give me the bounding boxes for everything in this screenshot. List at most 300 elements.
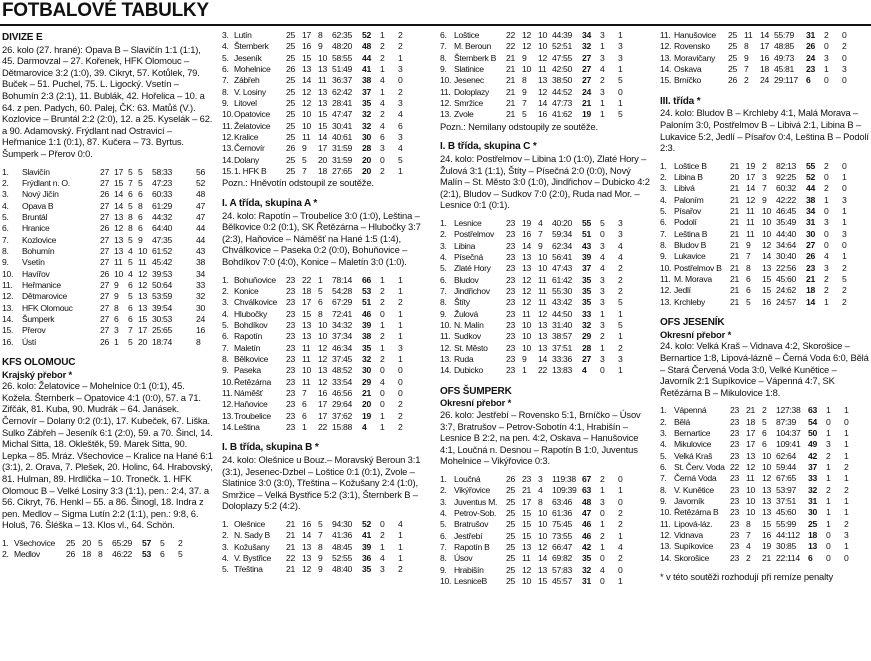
table-cell: 5 [138,177,143,188]
table-cell: 37:51 [776,496,797,507]
table-cell: 1 [600,519,605,530]
table-cell: 9 [762,194,767,205]
table-cell: 2 [762,160,767,171]
table-cell: 7 [128,325,133,336]
table-cell: 15. [2,325,14,336]
table-cell: 15 [318,109,327,120]
table-cell: 25 [506,507,515,518]
team-name-cell: Bruntál [22,211,48,222]
table-cell: 0 [826,530,831,541]
table-cell: 14 [302,530,311,541]
table-cell: 22:56 [776,262,797,273]
table-cell: 17 [114,166,123,177]
table-cell: 13. [660,541,672,552]
table-cell: 38 [196,257,205,268]
table-row [2,280,210,291]
team-name-cell: Zvole [454,109,474,120]
table-cell: 23 [286,342,295,353]
table-cell: 22 [506,30,515,40]
table-row [660,75,856,86]
table-cell: 5 [842,274,847,285]
table-cell: 75:45 [552,519,573,530]
table-cell: 15 [302,52,311,63]
table-cell: 8 [128,211,133,222]
table-cell: 1. [440,217,447,228]
table-cell: 4 [538,485,543,496]
table-cell: 10 [538,30,547,40]
table-row [440,75,632,86]
team-name-cell: Oskava [674,64,702,75]
table-row [222,519,412,530]
table-cell: 67:65 [776,473,797,484]
table-cell: 4 [618,251,623,262]
table-cell: 11 [138,257,147,268]
table-cell: 10. [2,268,14,279]
table-cell: 44 [196,234,205,245]
table-cell: 21 [506,75,515,86]
table-row [222,297,412,308]
table-cell: 46 [582,519,591,530]
team-name-cell: Přerov [22,325,46,336]
table-cell: 4. [222,553,229,564]
table-cell: 2 [398,86,403,97]
table-cell: 48:52 [332,365,353,376]
table-cell: 13 [138,302,147,313]
ofs-sumperk-heading: OFS ŠUMPERK [440,385,512,397]
table-cell: 1 [380,320,385,330]
table-cell: 23 [506,229,515,240]
table-cell: 13 [538,331,547,342]
table-cell: 2 [380,530,385,541]
ofs-sumperk-table-part-1 [440,474,632,587]
team-name-cell: Bludov [454,274,479,285]
team-name-cell: Haňovice [234,399,268,410]
table-row [440,87,632,98]
table-cell: 4 [380,75,385,86]
table-cell: 12 [318,354,327,365]
table-cell: 18:74 [152,336,173,347]
table-cell: 21 [286,564,295,575]
table-cell: 18 [746,416,755,427]
table-cell: 16 [302,519,311,529]
table-cell: 23 [730,541,739,552]
table-cell: 1 [618,98,623,109]
table-cell: 1 [844,507,849,518]
team-name-cell: Vsetín [22,257,45,268]
table-cell: 28:41 [332,98,353,109]
table-cell: 8. [2,245,9,256]
team-name-cell: Leština B [674,228,708,239]
table-row [440,553,632,564]
table-cell: 25 [506,564,515,575]
table-row [2,549,192,560]
table-row [222,553,412,564]
table-cell: 26 [806,251,815,262]
table-cell: 21 [762,552,771,563]
table-cell: 9 [746,240,751,251]
table-cell: 42 [582,541,591,552]
table-cell: 47 [196,211,205,222]
table-row [222,143,412,154]
table-cell: 15 [762,518,771,529]
table-cell: 2 [380,297,385,308]
table-cell: 10 [538,263,547,274]
team-name-cell: Vápenná [674,405,707,416]
table-cell: 46:34 [332,342,353,353]
table-row [440,109,632,120]
table-row [440,485,632,496]
table-cell: 31 [806,217,815,228]
table-cell: 23 [806,262,815,273]
table-cell: 11 [302,354,311,365]
team-name-cell: Paseka [234,365,261,376]
table-cell: 1 [398,308,403,319]
team-name-cell: Bohuňovice [234,274,276,285]
table-cell: 1 [618,30,623,40]
table-cell: 11 [538,297,547,308]
table-cell: 35 [362,342,371,353]
table-cell: 4 [618,541,623,552]
table-cell: 52:55 [332,553,353,564]
table-cell: 15 [762,285,771,296]
table-cell: 30:53 [152,314,173,324]
table-cell: 1 [600,485,605,496]
table-cell: 3 [844,530,849,541]
table-cell: 1 [618,308,623,319]
table-cell: 87:39 [776,416,797,427]
table-cell: 3 [600,240,605,251]
table-cell: 10 [538,507,547,518]
table-cell: 24 [582,86,591,97]
table-cell: 1 [600,41,605,52]
group-b-report: 24. kolo: Olešnice u Bouz.– Moravský Beroun 3:1 (3:1), Jesenec-Dzbel – Loštice 0:1 (0:1), Zvole – Slatinice 3:0 (3:0), Třeština – Kožušany 2:4 (1:0), Smržice – Velká Bystřice 5:2 (3:1), Šternberk B – Doloplazy 5:2 (4:2). [222,454,421,512]
table-cell: 23 [286,388,295,399]
table-cell: 35 [582,297,591,308]
table-cell: 8. [440,553,447,564]
table-cell: 5 [746,296,751,307]
table-cell: 14 [318,132,327,143]
table-cell: 40:20 [552,217,573,228]
table-cell: 12 [762,473,771,484]
table-cell: 13 [538,564,547,575]
team-name-cell: Jedlí [674,285,691,296]
table-cell: 3 [600,274,605,285]
table-row [660,485,858,496]
table-row [440,519,632,530]
team-name-cell: LesniceB [454,575,487,586]
table-cell: 13. [660,52,672,63]
table-cell: 4. [222,308,229,319]
table-row [660,240,856,251]
table-cell: 1 [618,331,623,342]
table-cell: 53 [362,285,371,296]
table-cell: 14 [762,251,771,262]
table-cell: 13 [302,320,311,330]
table-cell: 11 [538,64,547,75]
table-cell: 44:52 [552,86,573,97]
table-cell: 7 [744,64,749,75]
table-cell: 30 [362,365,371,376]
table-cell: 6. [660,462,667,473]
table-cell: 0 [842,75,847,86]
table-cell: 4. [660,439,667,450]
table-cell: 56:41 [552,251,573,262]
table-cell: 0 [618,473,623,484]
table-cell: 25:65 [152,325,173,336]
table-cell: 11 [302,132,311,143]
table-cell: 13 [302,64,311,75]
team-name-cell: Šumperk [22,314,55,324]
table-cell: 11 [746,206,755,217]
table-cell: 5. [440,519,447,530]
table-cell: 44:50 [552,308,573,319]
table-cell: 6 [380,132,385,143]
table-cell: 37:45 [332,354,353,365]
table-cell: 42:22 [776,194,797,205]
table-cell: 5. [660,450,667,461]
table-cell: 7. [660,473,667,484]
table-cell: 35 [582,285,591,296]
table-cell: 3 [114,325,119,336]
table-cell: 3 [842,194,847,205]
table-cell: 1. [660,160,667,171]
table-cell: 2 [398,30,403,40]
table-cell: 27 [582,75,591,86]
team-name-cell: Všechovice [14,537,55,548]
table-cell: 10 [318,320,327,330]
table-cell: 48:45 [332,541,353,552]
table-cell: 14 [522,240,531,251]
table-cell: 35 [362,564,371,575]
table-row [440,331,632,342]
table-cell: 45:60 [776,507,797,518]
table-cell: 3 [398,342,403,353]
table-cell: 1 [398,52,403,63]
table-row [2,246,210,257]
table-cell: 13 [538,75,547,86]
table-row [440,474,632,485]
table-cell: 23 [730,496,739,507]
table-cell: 2 [824,183,829,194]
table-cell: 11 [746,228,755,239]
table-cell: 4 [398,143,403,154]
table-row [660,553,858,564]
team-name-cell: N. Sady B [234,530,270,541]
team-name-cell: Doloplazy [454,86,490,97]
team-name-cell: Maletín [234,342,261,353]
kfs-table-part-1 [2,538,192,561]
table-row [660,274,856,285]
table-cell: 36 [362,553,371,564]
table-cell: 5 [98,537,103,548]
team-name-cell: Skorošice [674,552,710,563]
table-cell: 6 [746,285,751,296]
table-cell: 59:44 [776,462,797,473]
table-cell: 37:51 [552,342,573,353]
table-row [440,497,632,508]
table-cell: 10 [522,575,531,586]
table-row [222,309,412,320]
table-cell: 28 [582,342,591,353]
table-cell: 3 [824,52,829,63]
table-cell: 10 [318,331,327,342]
table-cell: 1 [380,274,385,285]
table-cell: 27 [100,177,109,188]
table-cell: 1 [826,473,831,484]
table-cell: 24:57 [776,296,797,307]
table-cell: 14. [440,365,452,376]
team-name-cell: Loštice [454,30,480,40]
table-cell: 50:64 [152,279,173,290]
table-cell: 3 [618,52,623,63]
table-cell: 3 [824,217,829,228]
table-cell: 7 [128,177,133,188]
table-cell: 1 [618,530,623,541]
table-cell: 46 [582,530,591,541]
table-cell: 39 [362,541,371,552]
table-cell: 109:39 [552,485,577,496]
table-row [660,496,858,507]
table-cell: 25 [728,30,737,40]
table-cell: 11. [440,331,451,342]
table-cell: 12 [522,285,531,296]
table-cell: 52 [362,519,371,529]
table-cell: 10 [538,530,547,541]
table-cell: 24 [760,75,769,86]
table-cell: 24 [806,52,815,63]
table-cell: 28 [362,143,371,154]
team-name-cell: Řetězárna B [674,507,719,518]
table-cell: 25 [506,530,515,541]
table-cell: 6 [746,274,751,285]
table-cell: 0 [824,75,829,86]
table-cell: 12 [318,376,327,387]
table-cell: 5. [440,263,447,274]
table-cell: 34 [806,206,815,217]
table-cell: 6 [302,410,307,421]
table-cell: 2. [222,285,229,296]
table-cell: 16 [318,388,327,399]
table-cell: 2. [660,172,667,183]
table-cell: 38 [362,331,371,342]
table-cell: 21 [506,86,515,97]
table-cell: 21 [286,519,295,529]
table-row [222,41,412,52]
table-cell: 62:42 [332,86,353,97]
table-cell: 27 [100,166,109,177]
table-cell: 11 [744,30,753,40]
table-cell: 4. [2,200,9,211]
table-cell: 2 [618,285,623,296]
table-cell: 109:41 [776,439,801,450]
table-cell: 5 [128,336,133,347]
table-cell: 0 [824,228,829,239]
table-cell: 4 [600,564,605,575]
team-name-cell: Bělkovice [234,354,269,365]
table-row [440,263,632,274]
table-cell: 31 [582,575,591,586]
table-cell: 0 [842,30,847,40]
table-cell: 94:30 [332,519,353,529]
table-cell: 8 [138,200,143,211]
table-cell: 10 [762,206,771,217]
table-cell: 47:73 [552,98,573,109]
table-row [222,354,412,365]
table-cell: 49:73 [774,52,795,63]
team-name-cell: Frýdlant n. O. [22,177,70,188]
table-cell: 13 [522,541,531,552]
table-cell: 23 [506,342,515,353]
team-name-cell: Kozlovice [22,234,57,245]
table-row [222,399,412,410]
table-cell: 9. [222,365,229,376]
table-cell: 9 [318,553,323,564]
table-cell: 10. [440,575,452,586]
table-cell: 4. [660,194,667,205]
team-name-cell: Žulová [454,308,478,319]
table-cell: 36:37 [332,75,353,86]
table-cell: 1. [222,519,229,529]
table-cell: 13 [762,484,771,495]
table-cell: 15 [522,530,531,541]
table-cell: 14. [2,314,14,324]
table-cell: 31:40 [552,320,573,330]
table-cell: 23 [730,473,739,484]
table-cell: 1 [380,86,385,97]
table-cell: 0 [842,52,847,63]
table-cell: 15 [522,519,531,530]
table-cell: 52 [362,30,371,40]
table-cell: 15 [114,177,123,188]
group-b-table-part-2 [440,30,632,121]
team-name-cell: 1. HFK B [234,166,267,177]
table-cell: 53:59 [152,291,173,302]
table-cell: 41 [362,64,371,75]
table-cell: 4 [600,64,605,75]
table-row [222,388,412,399]
table-cell: 5. [222,52,229,63]
table-cell: 3 [398,64,403,75]
table-cell: 119:38 [552,473,576,484]
team-name-cell: Velká Kraš [674,450,713,461]
table-cell: 3. [660,183,667,194]
table-cell: 23 [286,399,295,410]
table-cell: 10 [762,217,771,228]
table-cell: 12. [660,285,672,296]
table-cell: 2 [844,518,849,529]
table-cell: 23 [730,530,739,541]
table-cell: 21 [506,64,515,75]
table-cell: 13. [2,302,14,313]
team-name-cell: Šternberk [234,41,269,52]
table-cell: 19 [362,410,371,421]
table-cell: 16 [522,229,531,240]
table-cell: 13 [138,291,147,302]
table-cell: 6 [138,189,143,200]
table-cell: 12 [114,223,123,234]
table-cell: 25 [286,30,295,40]
table-cell: 1. [2,537,9,548]
table-cell: 3 [618,217,623,228]
table-cell: 21 [730,262,739,273]
table-cell: 0 [842,160,847,171]
iii-class-heading: III. třída * [660,95,701,107]
table-cell: 13 [522,251,531,262]
table-row [222,75,412,86]
table-cell: 34:64 [776,240,797,251]
table-cell: 52 [196,177,205,188]
group-c-report: 24. kolo: Postřelmov – Libina 1:0 (1:0), Zlaté Hory – Žulová 3:1 (1:1), Štíty – Písečná 2:0 (0:0), Nový Malín – St. Město 3:0 (1:0), Jindřichov – Dubicko 4:2 (2:1), Bludov – Sudkov 7:0 (2:0), Ruda nad Mor. – Lesnice 0:1 (0:1). [440,152,650,211]
